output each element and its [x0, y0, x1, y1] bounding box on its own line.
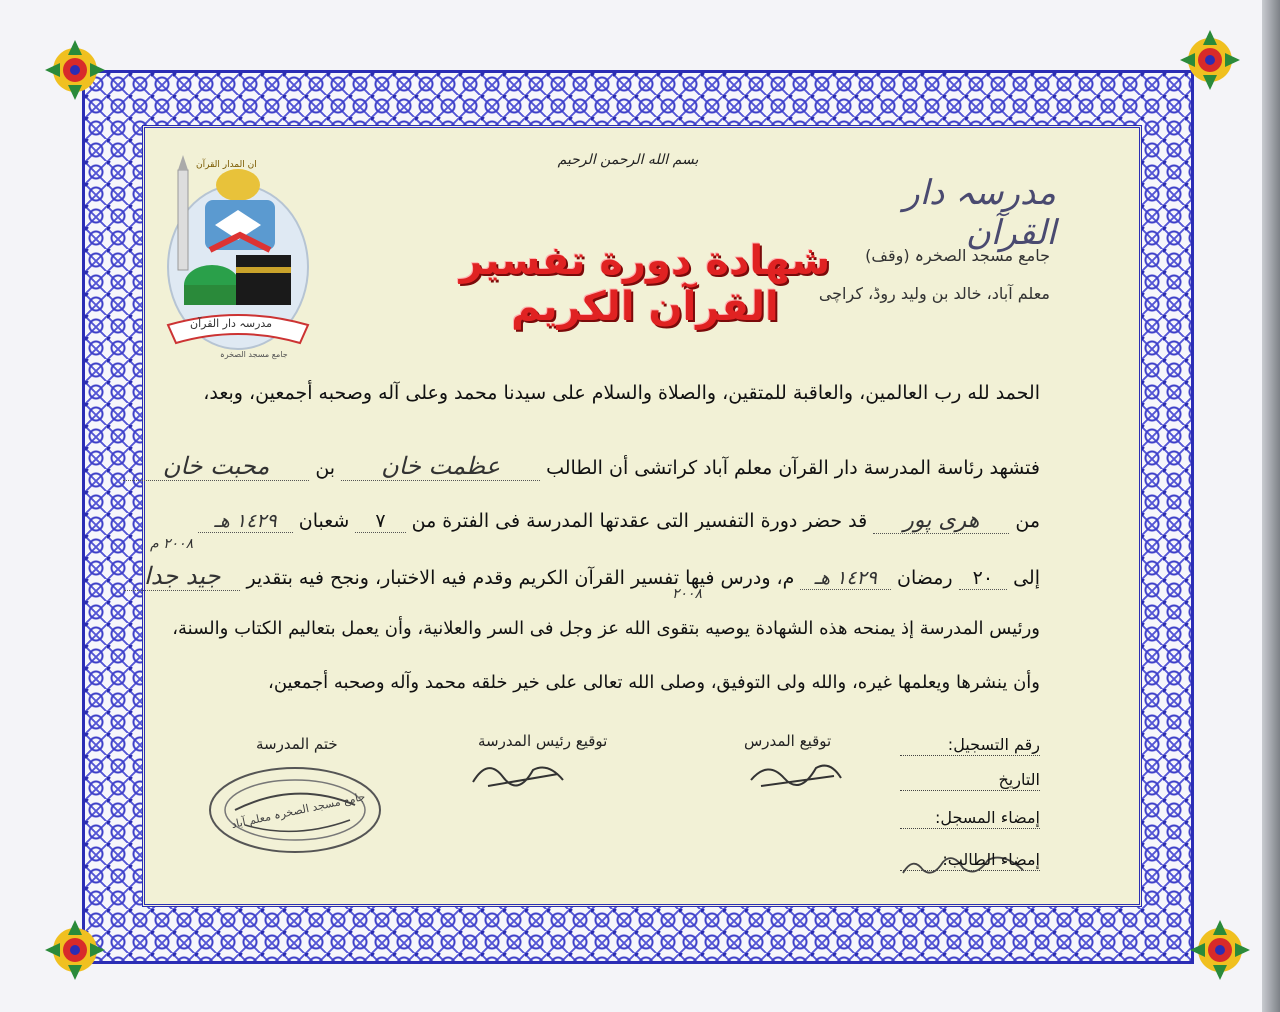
- date-label: التاريخ: [998, 770, 1040, 789]
- ila-word: إلى: [1013, 567, 1040, 589]
- address-line-2: معلم آباد، خالد بن ولید روڈ، کراچی: [818, 284, 1050, 303]
- from-month: شعبان: [298, 510, 350, 532]
- paper-edge-shadow: [1262, 0, 1280, 1012]
- school-name: مدرسہ دار القرآن: [903, 173, 1056, 253]
- address-line-1: جامع مسجد الصخرہ (وقف): [865, 246, 1050, 265]
- min-word: من: [1015, 510, 1040, 532]
- registrar-signature-field: [900, 828, 1040, 829]
- to-year-greg: ٢٠٠٨: [672, 586, 703, 602]
- father-name: محبت خان: [123, 452, 310, 481]
- student-signature-field: [900, 870, 1040, 871]
- hometown: هری پور: [873, 508, 1009, 534]
- student-signature-label: إمضاء الطالب:: [942, 850, 1040, 869]
- logo-top-text: ان المدار القرآن: [196, 160, 257, 170]
- closing-line: وأن ينشرها ويعلمها غيره، والله ولى التوفيق، وصلى الله تعالى على خير خلقه محمد وآله وصحبه أجمعين،: [268, 672, 1040, 693]
- opening-line: الحمد لله رب العالمين، والعاقبة للمتقين، والصلاة والسلام على سيدنا محمد وعلى آله وصحبه أجمعين، وبعد،: [203, 382, 1040, 404]
- seal-text: جامع مسجد الصخرہ معلم آباد: [230, 789, 367, 832]
- period-text: قد حضر دورة التفسير التى عقدتها المدرسة فى الفترة من: [411, 510, 868, 532]
- school-logo: [160, 155, 310, 365]
- basmala: بسم الله الرحمن الرحيم: [557, 152, 699, 168]
- principal-signature: [468, 752, 568, 792]
- advice-line: ورئيس المدرسة إذ يمنحه هذه الشهادة يوصيه بتقوى الله عز وجل فى السر والعلانية، وأن يعمل بتعاليم الكتاب والسنة،: [172, 618, 1040, 639]
- principal-signature-label: توقيع رئيس المدرسة: [478, 732, 608, 750]
- registrar-signature-label: إمضاء المسجل:: [934, 808, 1040, 827]
- certificate-title: شهادة دورة تفسير القرآن الكريم: [459, 238, 831, 330]
- corner-ornament-bottom-right: [1185, 915, 1255, 985]
- registration-number-field: [900, 755, 1040, 756]
- registration-number-label: رقم التسجيل:: [947, 735, 1040, 754]
- date-field: [900, 790, 1040, 791]
- from-year-greg: ٢٠٠٨ م: [150, 536, 194, 552]
- bin-word: بن: [315, 457, 336, 479]
- to-month: رمضان: [897, 567, 953, 589]
- period-line: [198, 508, 1040, 534]
- to-year-hijri: ١٤٢٩ هـ: [800, 567, 890, 590]
- corner-ornament-bottom-left: [40, 915, 110, 985]
- logo-ribbon-text: مدرسہ دار القرآن: [190, 317, 273, 330]
- to-day: ٢٠: [959, 567, 1007, 590]
- attestation-line: [123, 452, 1040, 481]
- attestation-prefix: فتشهد رئاسة المدرسة دار القرآن معلم آباد كراتشى أن الطالب: [546, 457, 1040, 479]
- completion-line: [124, 562, 1040, 591]
- completion-text: م، ودرس فيها تفسير القرآن الكريم وقدم فيه الاختبار، ونجح فيه بتقدير: [246, 567, 795, 589]
- corner-ornament-top-left: [40, 35, 110, 105]
- seal-label: ختم المدرسة: [256, 735, 338, 753]
- teacher-signature: [746, 752, 846, 792]
- teacher-signature-label: توقيع المدرس: [744, 732, 832, 750]
- corner-ornament-top-right: [1175, 25, 1245, 95]
- logo-bottom-text: جامع مسجد الصخرہ: [220, 350, 288, 359]
- grade: جيد جدا: [124, 562, 240, 591]
- from-day: ٧: [355, 510, 405, 533]
- student-name: عظمت خان: [341, 452, 540, 481]
- from-year-hijri: ١٤٢٩ هـ: [198, 510, 292, 533]
